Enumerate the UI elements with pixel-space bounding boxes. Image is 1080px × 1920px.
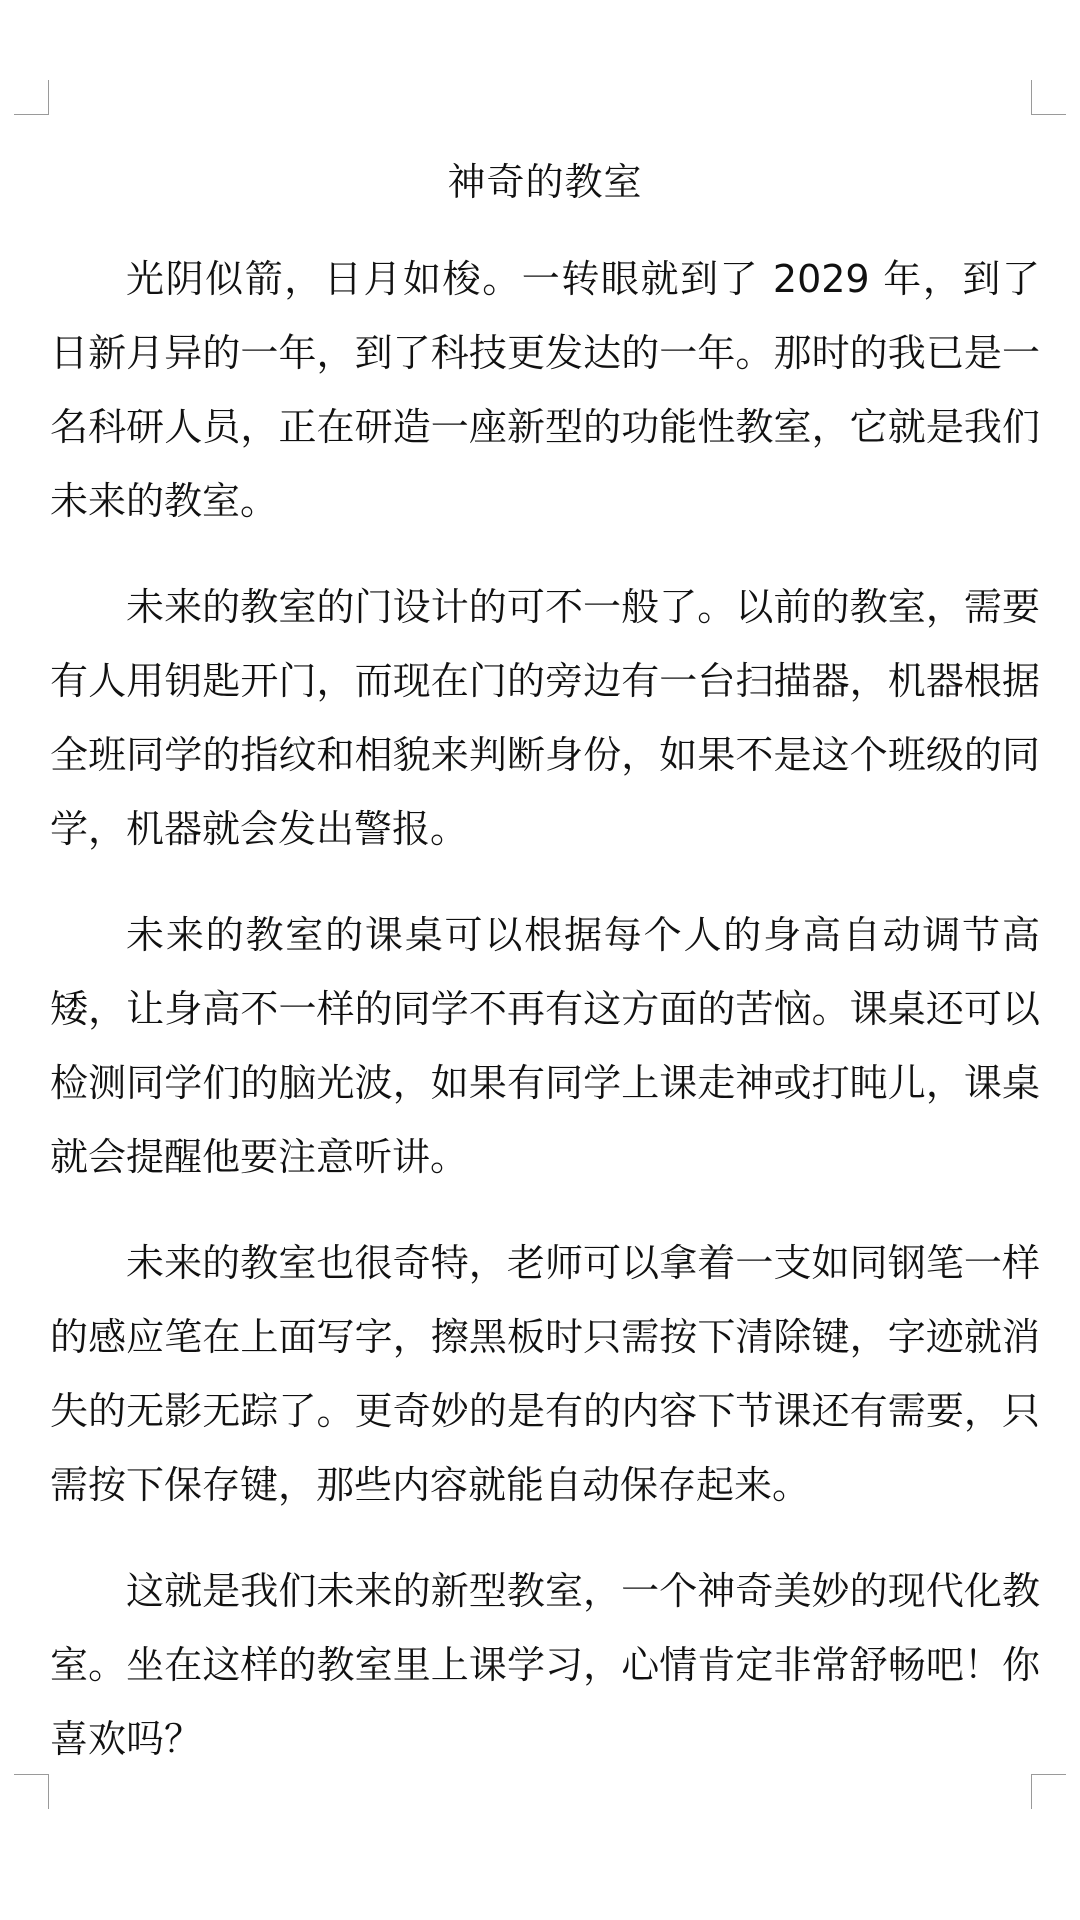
paragraph-1: 光阴似箭，日月如梭。一转眼就到了 2029 年，到了日新月异的一年，到了科技更发达的一年。那时的我已是一名科研人员，正在研造一座新型的功能性教室，它就是我们未来的教室。 (50, 257, 1040, 523)
paragraph-2: 未来的教室的门设计的可不一般了。以前的教室，需要有人用钥匙开门，而现在门的旁边有一台扫描器，机器根据全班同学的指纹和相貌来判断身份，如果不是这个班级的同学，机器就会发出警报。 (50, 585, 1040, 851)
paragraph-5: 这就是我们未来的新型教室，一个神奇美妙的现代化教室。坐在这样的教室里上课学习，心情肯定非常舒畅吧！你喜欢吗？ (50, 1569, 1040, 1761)
document-title: 神奇的教室 (447, 160, 643, 204)
paragraph-3: 未来的教室的课桌可以根据每个人的身高自动调节高矮，让身高不一样的同学不再有这方面的苦恼。课桌还可以检测同学们的脑光波，如果有同学上课走神或打盹儿，课桌就会提醒他要注意听讲。 (50, 913, 1040, 1179)
crop-mark-bottom-left (14, 1774, 49, 1809)
crop-mark-top-right (1031, 80, 1066, 115)
crop-mark-top-left (14, 80, 49, 115)
paragraph-4: 未来的教室也很奇特，老师可以拿着一支如同钢笔一样的感应笔在上面写字，擦黑板时只需按下清除键，字迹就消失的无影无踪了。更奇妙的是有的内容下节课还有需要，只需按下保存键，那些内容就能自动保存起来。 (50, 1241, 1040, 1507)
document-body[interactable] (50, 140, 1040, 1808)
